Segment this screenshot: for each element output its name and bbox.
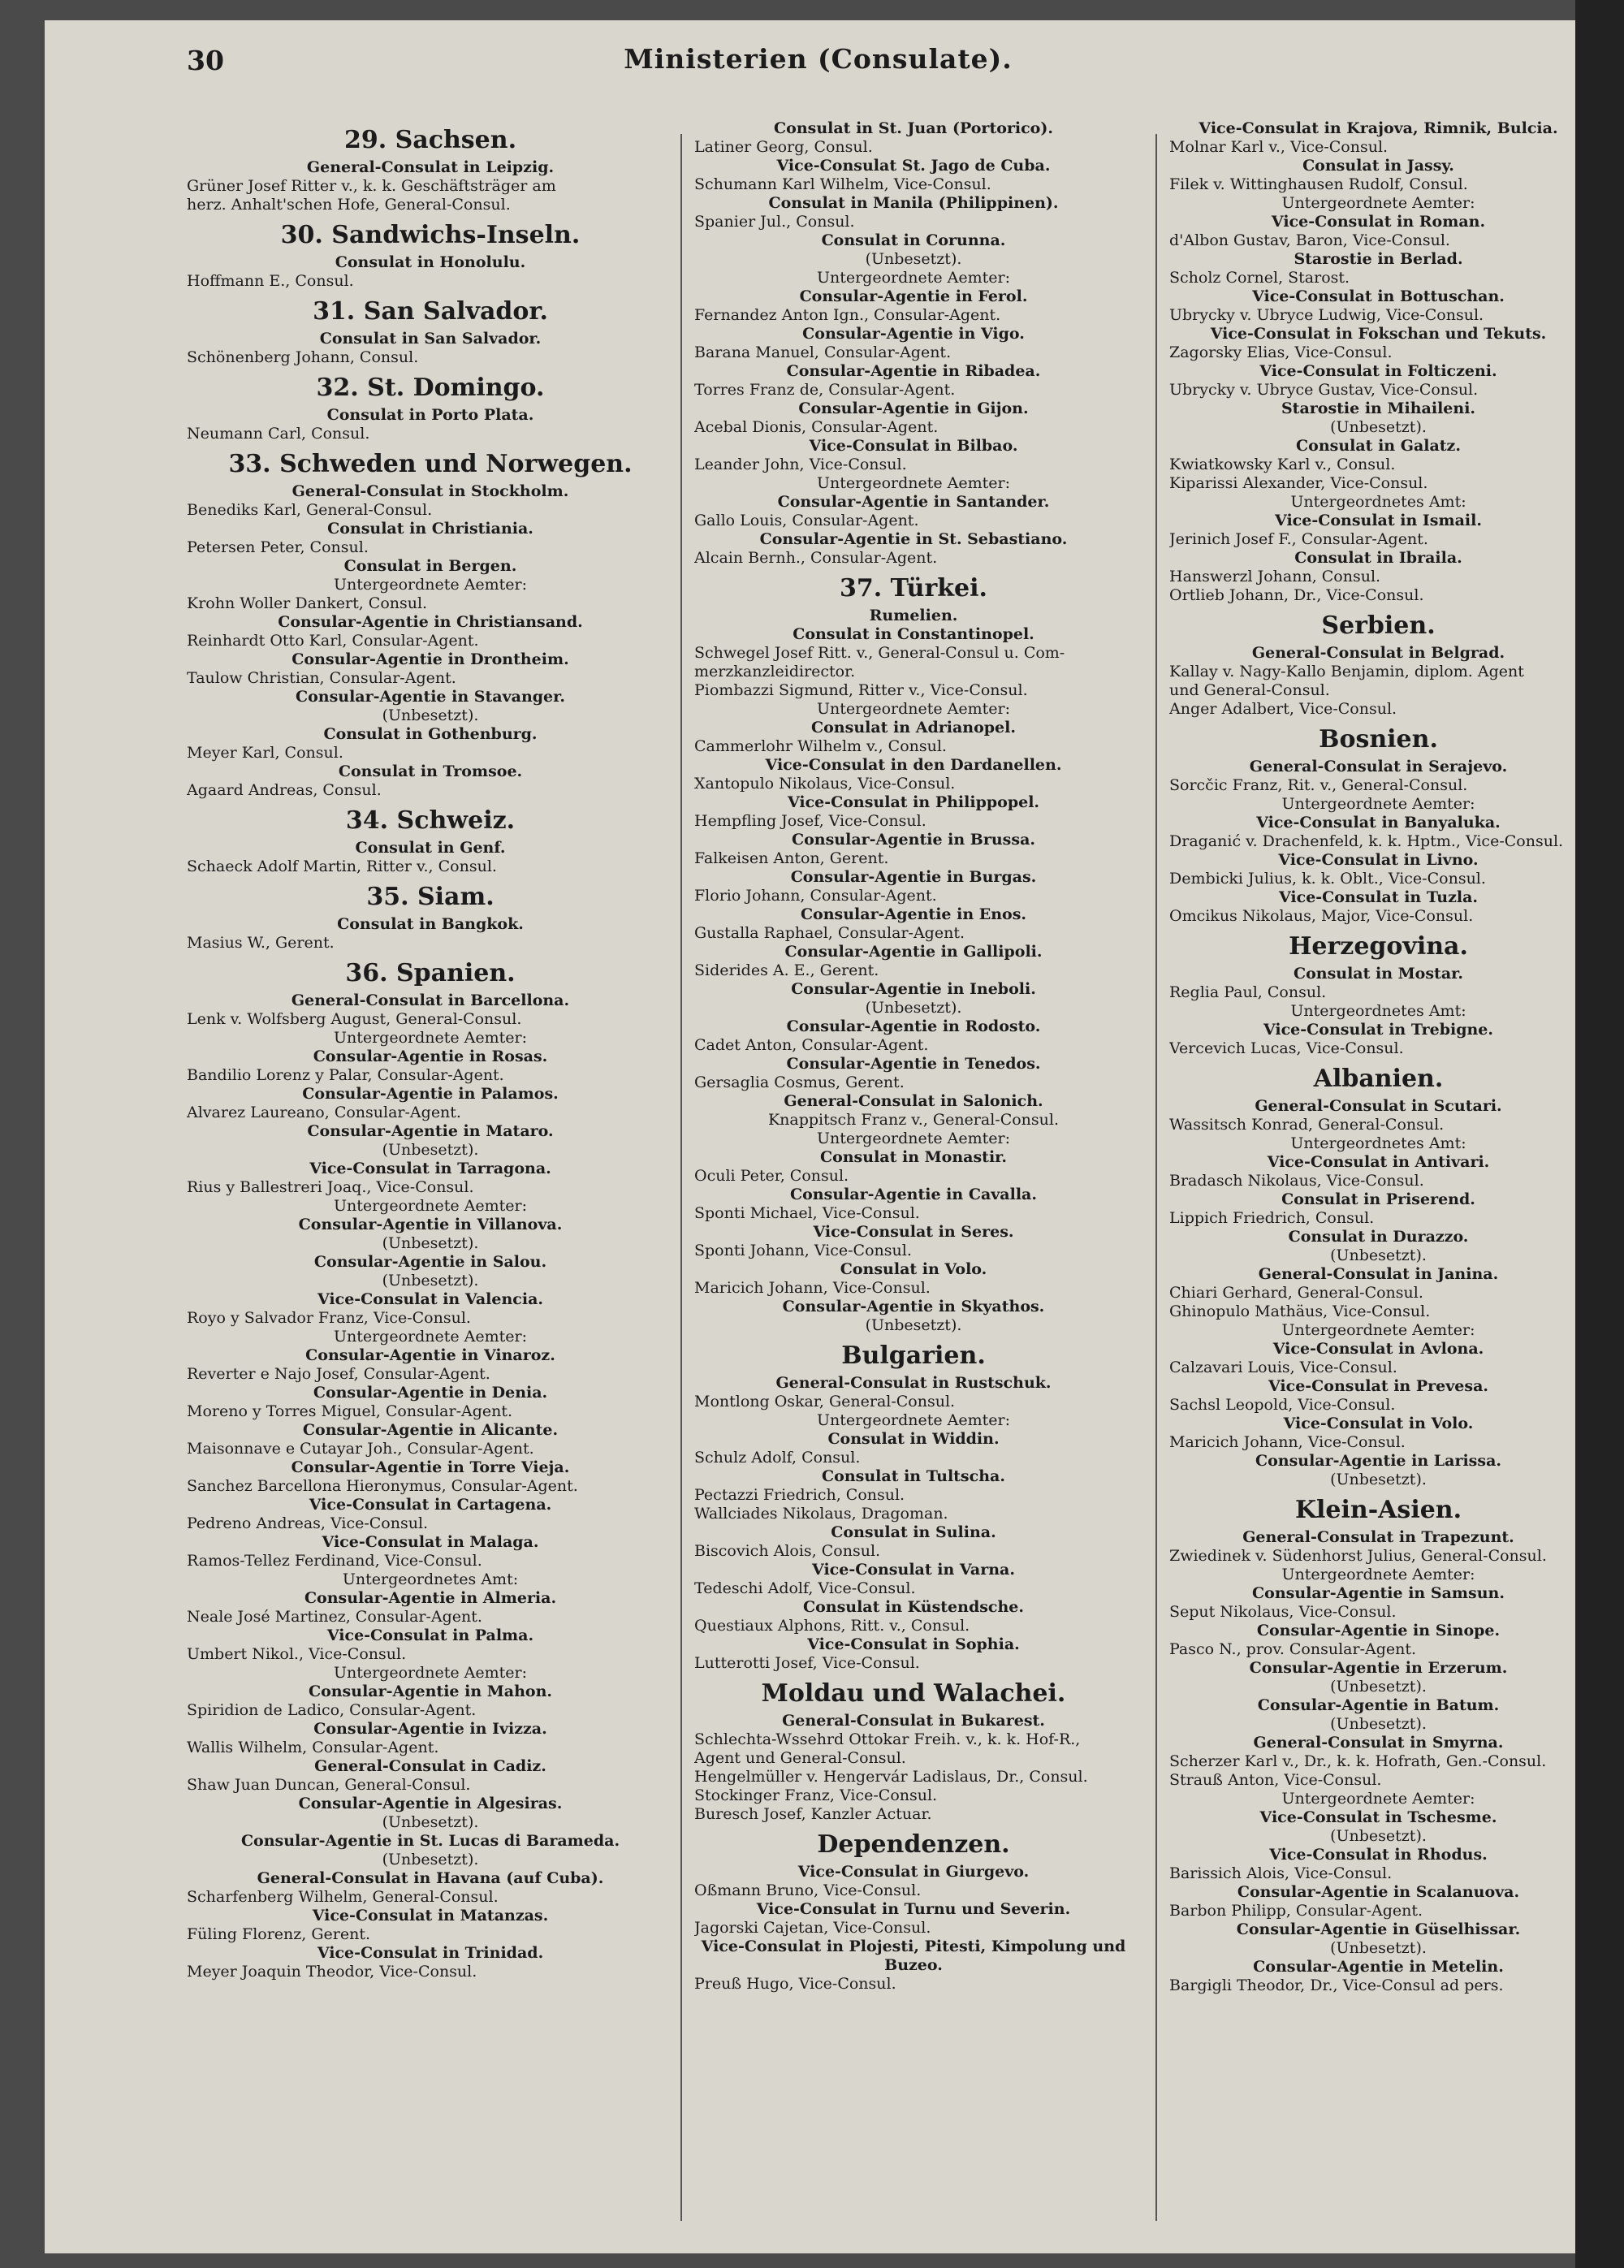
office-heading: Consular-Agentie in Rodosto.: [786, 1017, 1041, 1035]
column-divider: [1155, 134, 1157, 2221]
office-heading: Consular-Agentie in Vigo.: [802, 325, 1025, 343]
entry-line: Cadet Anton, Consular-Agent.: [694, 1036, 929, 1054]
office-heading: Consular-Agentie in Skyathos.: [782, 1298, 1045, 1315]
note-line: (Unbesetzt).: [1330, 1827, 1427, 1845]
note-line: Untergeordnete Aemter:: [333, 1664, 528, 1682]
office-heading: Consulat in Corunna.: [821, 231, 1006, 249]
entry-line: Barbon Philipp, Consular-Agent.: [1169, 1902, 1423, 1920]
section-heading: 29. Sachsen.: [343, 126, 517, 154]
entry-line: Kiparissi Alexander, Vice-Consul.: [1169, 474, 1428, 492]
entry-line: Tedeschi Adolf, Vice-Consul.: [694, 1579, 916, 1597]
entry-line: Buresch Josef, Kanzler Actuar.: [694, 1805, 932, 1823]
office-heading: Consular-Agentie in Burgas.: [790, 868, 1037, 886]
entry-line: Ramos-Tellez Ferdinand, Vice-Consul.: [187, 1552, 482, 1570]
entry-line: Filek v. Wittinghausen Rudolf, Consul.: [1169, 175, 1468, 193]
entry-line: Umbert Nikol., Vice-Consul.: [187, 1645, 407, 1663]
note-line: Untergeordnete Aemter:: [816, 1130, 1011, 1147]
entry-line: und General-Consul.: [1169, 681, 1330, 699]
entry-line: Lenk v. Wolfsberg August, General-Consul.: [187, 1010, 522, 1028]
office-heading: Consular-Agentie in Enos.: [800, 905, 1027, 923]
entry-line: Schulz Adolf, Consul.: [694, 1449, 861, 1467]
note-line: Untergeordnete Aemter:: [1281, 1566, 1475, 1583]
office-heading: General-Consulat in Bukarest.: [782, 1712, 1045, 1730]
entry-line: Reglia Paul, Consul.: [1169, 983, 1327, 1001]
office-heading: Consular-Agentie in Ferol.: [799, 287, 1028, 305]
entry-line: Kwiatkowsky Karl v., Consul.: [1169, 456, 1396, 473]
office-heading: Vice-Consulat in Rhodus.: [1269, 1846, 1488, 1864]
entry-line: Oßmann Bruno, Vice-Consul.: [694, 1881, 922, 1899]
office-heading: Consulat in Ibraila.: [1294, 549, 1462, 567]
note-line: (Unbesetzt).: [1330, 1471, 1427, 1488]
entry-line: Schlechta-Wssehrd Ottokar Freih. v., k. k. Hof-R.,: [694, 1730, 1081, 1748]
office-heading: Rumelien.: [869, 607, 958, 624]
entry-line: Pedreno Andreas, Vice-Consul.: [187, 1514, 429, 1532]
entry-line: Meyer Karl, Consul.: [187, 744, 343, 762]
entry-line: Calzavari Louis, Vice-Consul.: [1169, 1359, 1397, 1376]
office-heading: Consular-Agentie in Rosas.: [313, 1048, 548, 1065]
office-heading: Consulat in Volo.: [840, 1260, 987, 1278]
entry-line: Schönenberg Johann, Consul.: [187, 348, 419, 366]
office-heading: Vice-Consulat in Tschesme.: [1259, 1808, 1497, 1826]
entry-line: Ghinopulo Mathäus, Vice-Consul.: [1169, 1302, 1431, 1320]
entry-line: Lutterotti Josef, Vice-Consul.: [694, 1654, 920, 1672]
note-line: (Unbesetzt).: [1330, 1678, 1427, 1696]
column-3: [1169, 119, 1587, 2231]
entry-line: Stockinger Franz, Vice-Consul.: [694, 1786, 938, 1804]
office-heading: Vice-Consulat in Banyaluka.: [1256, 814, 1501, 832]
office-heading: Vice-Consulat in Bottuschan.: [1252, 287, 1505, 305]
section-heading: 37. Türkei.: [840, 574, 987, 603]
office-heading: Consulat in Mostar.: [1293, 965, 1464, 983]
section-heading: Serbien.: [1321, 611, 1436, 640]
entry-line: Scharfenberg Wilhelm, General-Consul.: [187, 1888, 499, 1906]
office-heading: Consular-Agentie in Güselhissar.: [1236, 1920, 1521, 1938]
entry-line: Wallis Wilhelm, Consular-Agent.: [187, 1739, 439, 1756]
office-heading: Consular-Agentie in Almeria.: [304, 1589, 557, 1607]
entry-line: Questiaux Alphons, Ritt. v., Consul.: [694, 1617, 970, 1635]
entry-line: Sponti Johann, Vice-Consul.: [694, 1242, 912, 1259]
office-heading: Consulat in Durazzo.: [1288, 1228, 1469, 1246]
note-line: Untergeordnete Aemter:: [1281, 1321, 1475, 1339]
office-heading: General-Consulat in Janina.: [1258, 1265, 1499, 1283]
entry-line: Maisonnave e Cutayar Joh., Consular-Agent.: [187, 1440, 534, 1458]
office-heading: General-Consulat in Belgrad.: [1251, 644, 1505, 662]
section-heading: Moldau und Walachei.: [761, 1679, 1066, 1708]
entry-line: Gallo Louis, Consular-Agent.: [694, 512, 919, 529]
office-heading: Vice-Consulat in Bilbao.: [809, 437, 1018, 455]
entry-line: Sachsl Leopold, Vice-Consul.: [1169, 1396, 1396, 1414]
office-heading: Consulat in Sulina.: [831, 1523, 996, 1541]
entry-line: Ubrycky v. Ubryce Gustav, Vice-Consul.: [1169, 381, 1479, 399]
note-line: (Unbesetzt).: [1330, 1939, 1427, 1957]
office-heading: Consular-Agentie in Mataro.: [307, 1122, 554, 1140]
office-heading: Vice-Consulat in Volo.: [1283, 1415, 1474, 1432]
entry-line: Maricich Johann, Vice-Consul.: [1169, 1433, 1406, 1451]
office-heading: Vice-Consulat in Trinidad.: [317, 1944, 544, 1962]
entry-line: Schwegel Josef Ritt. v., General-Consul u. Com-: [694, 644, 1065, 662]
entry-line: herz. Anhalt'schen Hofe, General-Consul.: [187, 196, 511, 214]
office-heading: Consular-Agentie in Stavanger.: [295, 688, 566, 706]
office-heading: Consular-Agentie in Scalanuova.: [1237, 1883, 1520, 1901]
office-heading: Starostie in Mihaileni.: [1281, 400, 1476, 417]
section-heading: Klein-Asien.: [1294, 1496, 1462, 1524]
entry-line: Grüner Josef Ritter v., k. k. Geschäftsträger am: [187, 177, 556, 195]
entry-line: Agent und General-Consul.: [694, 1749, 906, 1767]
note-line: Untergeordnete Aemter:: [1281, 1790, 1475, 1808]
office-heading: Vice-Consulat in Matanzas.: [312, 1907, 549, 1925]
entry-line: Sanchez Barcellona Hieronymus, Consular-Agent.: [187, 1477, 578, 1495]
note-line: (Unbesetzt).: [865, 250, 962, 268]
office-heading: Vice-Consulat in Plojesti, Pitesti, Kimpolung und: [701, 1938, 1126, 1955]
note-line: Untergeordnete Aemter:: [333, 1197, 528, 1215]
office-heading: Consular-Agentie in Mahon.: [308, 1683, 553, 1700]
office-heading: Vice-Consulat in Fokschan und Tekuts.: [1210, 325, 1547, 343]
office-heading: Consular-Agentie in Christiansand.: [278, 613, 583, 631]
note-line: Untergeordnetes Amt:: [1290, 1134, 1466, 1152]
office-heading: Consular-Agentie in Larissa.: [1255, 1452, 1502, 1470]
entry-line: Bargigli Theodor, Dr., Vice-Consul ad pers.: [1169, 1976, 1504, 1994]
section-heading: 36. Spanien.: [345, 959, 516, 987]
note-line: Untergeordnete Aemter:: [1281, 795, 1475, 813]
office-heading: Vice-Consulat in Cartagena.: [309, 1496, 552, 1514]
office-heading: General-Consulat in Trapezunt.: [1242, 1528, 1514, 1546]
office-heading: Vice-Consulat in Folticzeni.: [1259, 362, 1497, 380]
entry-line: Zagorsky Elias, Vice-Consul.: [1169, 343, 1393, 361]
entry-line: Alvarez Laureano, Consular-Agent.: [187, 1104, 461, 1121]
note-line: (Unbesetzt).: [382, 1234, 479, 1252]
document-page: [45, 20, 1592, 2253]
column-divider: [680, 134, 682, 2221]
office-heading: Consulat in Porto Plata.: [326, 406, 534, 424]
note-line: (Unbesetzt).: [865, 999, 962, 1017]
office-heading: General-Consulat in Barcellona.: [291, 991, 570, 1009]
entry-line: Biscovich Alois, Consul.: [694, 1542, 881, 1560]
note-line: (Unbesetzt).: [865, 1316, 962, 1334]
entry-line: Dembicki Julius, k. k. Oblt., Vice-Consul.: [1169, 870, 1486, 888]
entry-line: Gustalla Raphael, Consular-Agent.: [694, 924, 965, 942]
note-line: (Unbesetzt).: [382, 706, 479, 724]
column-1: [187, 119, 674, 2231]
office-heading: General-Consulat in Stockholm.: [292, 482, 569, 500]
note-line: (Unbesetzt).: [382, 1272, 479, 1290]
office-heading: Consular-Agentie in Denia.: [313, 1384, 548, 1402]
office-heading: Consular-Agentie in Erzerum.: [1249, 1659, 1508, 1677]
note-line: Untergeordnete Aemter:: [333, 1328, 528, 1346]
office-heading: Vice-Consulat in Tuzla.: [1279, 888, 1478, 906]
office-heading: Vice-Consulat in Krajova, Rimnik, Bulcia.: [1199, 119, 1558, 137]
office-heading: Vice-Consulat in Avlona.: [1272, 1340, 1484, 1358]
office-heading: Vice-Consulat in den Dardanellen.: [765, 756, 1062, 774]
entry-line: Omcikus Nikolaus, Major, Vice-Consul.: [1169, 907, 1474, 925]
entry-line: Draganić v. Drachenfeld, k. k. Hptm., Vice-Consul.: [1169, 832, 1564, 850]
entry-line: Bandilio Lorenz y Palar, Consular-Agent.: [187, 1066, 504, 1084]
entry-line: Kallay v. Nagy-Kallo Benjamin, diplom. Agent: [1169, 663, 1524, 680]
note-line: Untergeordnetes Amt:: [342, 1570, 519, 1588]
entry-line: Gersaglia Cosmus, Gerent.: [694, 1074, 905, 1091]
note-line: (Unbesetzt).: [382, 1813, 479, 1831]
office-heading: Consular-Agentie in Cavalla.: [790, 1186, 1037, 1203]
office-heading: Consular-Agentie in Algesiras.: [298, 1795, 563, 1812]
office-heading: Vice-Consulat in Seres.: [813, 1223, 1014, 1241]
office-heading: Consulat in Honolulu.: [335, 253, 526, 271]
entry-line: Acebal Dionis, Consular-Agent.: [694, 418, 939, 436]
entry-line: Fernandez Anton Ign., Consular-Agent.: [694, 306, 1001, 324]
office-heading: Vice-Consulat in Varna.: [812, 1561, 1015, 1579]
entry-line: merzkanzleidirector.: [694, 663, 856, 680]
entry-line: Meyer Joaquin Theodor, Vice-Consul.: [187, 1963, 477, 1981]
section-heading: 30. Sandwichs-Inseln.: [280, 221, 581, 249]
office-heading: Consular-Agentie in Alicante.: [302, 1421, 559, 1439]
entry-line: Scholz Cornel, Starost.: [1169, 269, 1350, 287]
office-heading: Consulat in Monastir.: [819, 1148, 1008, 1166]
office-heading: General-Consulat in Smyrna.: [1253, 1734, 1504, 1752]
entry-line: Masius W., Gerent.: [187, 934, 335, 952]
office-heading: General-Consulat in Cadiz.: [314, 1757, 546, 1775]
section-heading: 35. Siam.: [366, 883, 495, 911]
office-heading: Consular-Agentie in Vinaroz.: [305, 1346, 555, 1364]
office-heading: Consular-Agentie in Ineboli.: [791, 980, 1036, 998]
office-heading: Consular-Agentie in St. Sebastiano.: [759, 530, 1068, 548]
office-heading: Consulat in Galatz.: [1296, 437, 1461, 455]
entry-line: Jerinich Josef F., Consular-Agent.: [1169, 530, 1428, 548]
entry-line: Hoffmann E., Consul.: [187, 272, 354, 290]
entry-line: Barana Manuel, Consular-Agent.: [694, 343, 952, 361]
section-heading: Albanien.: [1313, 1065, 1444, 1093]
office-heading: Consulat in Tromsoe.: [338, 762, 523, 780]
office-heading: Consulat in Genf.: [355, 839, 506, 857]
note-line: Untergeordnete Aemter:: [333, 1029, 528, 1047]
office-heading: Consulat in Bangkok.: [337, 915, 524, 933]
office-heading: Consular-Agentie in Gijon.: [798, 400, 1029, 417]
office-heading: General-Consulat in Havana (auf Cuba).: [257, 1869, 604, 1887]
office-heading: Vice-Consulat St. Jago de Cuba.: [776, 157, 1051, 175]
office-heading: Consular-Agentie in Metelin.: [1253, 1958, 1504, 1976]
entry-line: Krohn Woller Dankert, Consul.: [187, 594, 428, 612]
office-heading: Consulat in Manila (Philippinen).: [768, 194, 1059, 212]
entry-line: Sponti Michael, Vice-Consul.: [694, 1204, 920, 1222]
running-head: Ministerien (Consulate).: [624, 43, 1013, 75]
entry-line: Benediks Karl, General-Consul.: [187, 501, 433, 519]
office-heading: Vice-Consulat in Giurgevo.: [797, 1863, 1030, 1881]
entry-line: Petersen Peter, Consul.: [187, 538, 369, 556]
entry-line: Wallciades Nikolaus, Dragoman.: [694, 1505, 948, 1523]
entry-line: Alcain Bernh., Consular-Agent.: [694, 549, 938, 567]
office-heading: Vice-Consulat in Antivari.: [1267, 1153, 1490, 1171]
entry-line: Füling Florenz, Gerent.: [187, 1925, 371, 1943]
entry-line: Scherzer Karl v., Dr., k. k. Hofrath, Gen.-Consul.: [1169, 1752, 1547, 1770]
entry-line: Hempfling Josef, Vice-Consul.: [694, 812, 926, 830]
section-heading: Dependenzen.: [817, 1830, 1010, 1859]
office-heading: Consulat in Küstendsche.: [802, 1598, 1025, 1616]
entry-line: Latiner Georg, Consul.: [694, 138, 873, 156]
entry-line: Piombazzi Sigmund, Ritter v., Vice-Consul.: [694, 681, 1028, 699]
office-heading: General-Consulat in Scutari.: [1255, 1097, 1502, 1115]
note-line: Untergeordnete Aemter:: [816, 700, 1011, 718]
entry-line: Hanswerzl Johann, Consul.: [1169, 568, 1381, 585]
office-heading: Consular-Agentie in Tenedos.: [786, 1055, 1041, 1073]
office-heading: Vice-Consulat in Tarragona.: [309, 1160, 551, 1177]
entry-line: Jagorski Cajetan, Vice-Consul.: [694, 1919, 931, 1937]
note-line: (Unbesetzt).: [1330, 1246, 1427, 1264]
entry-line: Ortlieb Johann, Dr., Vice-Consul.: [1169, 586, 1424, 604]
entry-line: Anger Adalbert, Vice-Consul.: [1169, 700, 1397, 718]
section-heading: 34. Schweiz.: [345, 806, 516, 835]
entry-line: Ubrycky v. Ubryce Ludwig, Vice-Consul.: [1169, 306, 1484, 324]
office-heading: Starostie in Berlad.: [1294, 250, 1463, 268]
entry-line: Torres Franz de, Consular-Agent.: [694, 381, 956, 399]
office-heading: Consulat in Christiania.: [327, 520, 533, 538]
entry-line: Barissich Alois, Vice-Consul.: [1169, 1864, 1393, 1882]
entry-line: Molnar Karl v., Vice-Consul.: [1169, 138, 1389, 156]
office-heading: Consulat in Widdin.: [827, 1430, 1000, 1448]
office-heading: Consulat in Adrianopel.: [811, 719, 1016, 737]
entry-line: Hengelmüller v. Hengervár Ladislaus, Dr., Consul.: [694, 1768, 1088, 1786]
note-line: Untergeordnete Aemter:: [816, 1411, 1011, 1429]
note-line: Untergeordnetes Amt:: [1290, 493, 1466, 511]
entry-line: Spanier Jul., Consul.: [694, 213, 855, 231]
entry-line: Moreno y Torres Miguel, Consular-Agent.: [187, 1402, 513, 1420]
entry-line: Sorcčic Franz, Rit. v., General-Consul.: [1169, 776, 1468, 794]
office-heading: Consular-Agentie in Santander.: [777, 493, 1050, 511]
office-heading: General-Consulat in Serajevo.: [1249, 758, 1508, 775]
entry-line: Falkeisen Anton, Gerent.: [694, 849, 889, 867]
entry-line: Reverter e Najo Josef, Consular-Agent.: [187, 1365, 490, 1383]
entry-line: Reinhardt Otto Karl, Consular-Agent.: [187, 632, 479, 650]
office-heading: Consular-Agentie in Batum.: [1257, 1696, 1500, 1714]
section-heading: Herzegovina.: [1289, 932, 1468, 961]
entry-line: Zwiedinek v. Südenhorst Julius, General-Consul.: [1169, 1547, 1547, 1565]
note-line: Untergeordnete Aemter:: [816, 474, 1011, 492]
office-heading: Vice-Consulat in Palma.: [326, 1626, 534, 1644]
entry-line: Neale José Martinez, Consular-Agent.: [187, 1608, 482, 1626]
column-2: [694, 119, 1133, 2231]
note-line: Untergeordnete Aemter:: [333, 576, 528, 594]
entry-line: Montlong Oskar, General-Consul.: [694, 1393, 956, 1410]
office-heading: Consulat in Jassy.: [1302, 157, 1454, 175]
office-heading: Consular-Agentie in Ribadea.: [786, 362, 1041, 380]
entry-line: Chiari Gerhard, General-Consul.: [1169, 1284, 1423, 1302]
entry-line: Bradasch Nikolaus, Vice-Consul.: [1169, 1172, 1424, 1190]
note-line: (Unbesetzt).: [1330, 418, 1427, 436]
office-heading: Consular-Agentie in Villanova.: [298, 1216, 563, 1233]
entry-line: Leander John, Vice-Consul.: [694, 456, 907, 473]
office-heading: Vice-Consulat in Trebigne.: [1263, 1021, 1493, 1039]
section-heading: 33. Schweden und Norwegen.: [228, 450, 633, 478]
note-line: Untergeordnetes Amt:: [1290, 1002, 1466, 1020]
office-heading: Consular-Agentie in Samsun.: [1252, 1584, 1505, 1602]
entry-line: Preuß Hugo, Vice-Consul.: [694, 1975, 896, 1993]
entry-line: Oculi Peter, Consul.: [694, 1167, 849, 1185]
entry-line: Pasco N., prov. Consular-Agent.: [1169, 1640, 1417, 1658]
office-heading: Consular-Agentie in Torre Vieja.: [291, 1458, 570, 1476]
office-heading: General-Consulat in Leipzig.: [306, 158, 555, 176]
office-heading: Consulat in Gothenburg.: [323, 725, 538, 743]
page-edge: [1575, 0, 1624, 2268]
entry-line: Spiridion de Ladico, Consular-Agent.: [187, 1701, 477, 1719]
entry-line: Rius y Ballestreri Joaq., Vice-Consul.: [187, 1178, 474, 1196]
office-heading: Vice-Consulat in Prevesa.: [1268, 1377, 1488, 1395]
office-heading: General-Consulat in Rustschuk.: [775, 1374, 1052, 1392]
office-heading: Vice-Consulat in Valencia.: [317, 1290, 543, 1308]
entry-line: Cammerlohr Wilhelm v., Consul.: [694, 737, 947, 755]
office-heading: Consulat in Tultscha.: [822, 1467, 1005, 1485]
entry-line: Florio Johann, Consular-Agent.: [694, 887, 937, 905]
entry-line: Vercevich Lucas, Vice-Consul.: [1169, 1039, 1404, 1057]
entry-line: Shaw Juan Duncan, General-Consul.: [187, 1776, 471, 1794]
office-heading: Consulat in St. Juan (Portorico).: [774, 119, 1053, 137]
entry-line: Royo y Salvador Franz, Vice-Consul.: [187, 1309, 471, 1327]
page-number: 30: [187, 45, 224, 76]
office-heading: Consular-Agentie in Ivizza.: [313, 1720, 547, 1738]
section-heading: Bosnien.: [1319, 725, 1438, 754]
entry-line: Lippich Friedrich, Consul.: [1169, 1209, 1375, 1227]
entry-line: Xantopulo Nikolaus, Vice-Consul.: [694, 775, 956, 793]
office-heading: Consular-Agentie in Salou.: [313, 1253, 547, 1271]
section-heading: 31. San Salvador.: [313, 297, 548, 326]
entry-line: Pectazzi Friedrich, Consul.: [694, 1486, 905, 1504]
note-line: Knappitsch Franz v., General-Consul.: [767, 1111, 1060, 1129]
entry-line: Neumann Carl, Consul.: [187, 425, 370, 443]
office-heading: Vice-Consulat in Roman.: [1271, 213, 1486, 231]
office-heading: Consulat in Bergen.: [343, 557, 517, 575]
entry-line: Agaard Andreas, Consul.: [187, 781, 382, 799]
entry-line: d'Albon Gustav, Baron, Vice-Consul.: [1169, 231, 1450, 249]
note-line: (Unbesetzt).: [382, 1851, 479, 1868]
office-heading: Consular-Agentie in Gallipoli.: [784, 943, 1043, 961]
office-heading: Consular-Agentie in Sinope.: [1256, 1622, 1501, 1639]
section-heading: Bulgarien.: [841, 1341, 986, 1370]
office-heading: Consular-Agentie in Brussa.: [791, 831, 1036, 849]
note-line: Untergeordnete Aemter:: [816, 269, 1011, 287]
office-heading: Consulat in Priserend.: [1281, 1190, 1475, 1208]
office-heading: Vice-Consulat in Turnu und Severin.: [756, 1900, 1071, 1918]
entry-line: Taulow Christian, Consular-Agent.: [187, 669, 456, 687]
office-heading: Buzeo.: [884, 1956, 943, 1974]
office-heading: Vice-Consulat in Ismail.: [1275, 512, 1482, 529]
office-heading: Vice-Consulat in Livno.: [1278, 851, 1479, 869]
entry-line: Maricich Johann, Vice-Consul.: [694, 1279, 931, 1297]
entry-line: Schumann Karl Wilhelm, Vice-Consul.: [694, 175, 991, 193]
entry-line: Schaeck Adolf Martin, Ritter v., Consul.: [187, 858, 497, 875]
office-heading: Consulat in San Salvador.: [319, 330, 542, 348]
office-heading: General-Consulat in Salonich.: [784, 1092, 1043, 1110]
office-heading: Consular-Agentie in Palamos.: [302, 1085, 559, 1103]
office-heading: Vice-Consulat in Malaga.: [322, 1533, 539, 1551]
office-heading: Vice-Consulat in Philippopel.: [787, 793, 1040, 811]
office-heading: Consulat in Constantinopel.: [793, 625, 1034, 643]
note-line: (Unbesetzt).: [1330, 1715, 1427, 1733]
section-heading: 32. St. Domingo.: [316, 374, 545, 402]
note-line: (Unbesetzt).: [382, 1141, 479, 1159]
office-heading: Consular-Agentie in Drontheim.: [292, 650, 569, 668]
office-heading: Consular-Agentie in St. Lucas di Barameda.: [240, 1832, 620, 1850]
note-line: Untergeordnete Aemter:: [1281, 194, 1475, 212]
entry-line: Wassitsch Konrad, General-Consul.: [1169, 1116, 1445, 1134]
entry-line: Strauß Anton, Vice-Consul.: [1169, 1771, 1382, 1789]
office-heading: Vice-Consulat in Sophia.: [807, 1635, 1020, 1653]
entry-line: Siderides A. E., Gerent.: [694, 961, 879, 979]
entry-line: Seput Nikolaus, Vice-Consul.: [1169, 1603, 1397, 1621]
